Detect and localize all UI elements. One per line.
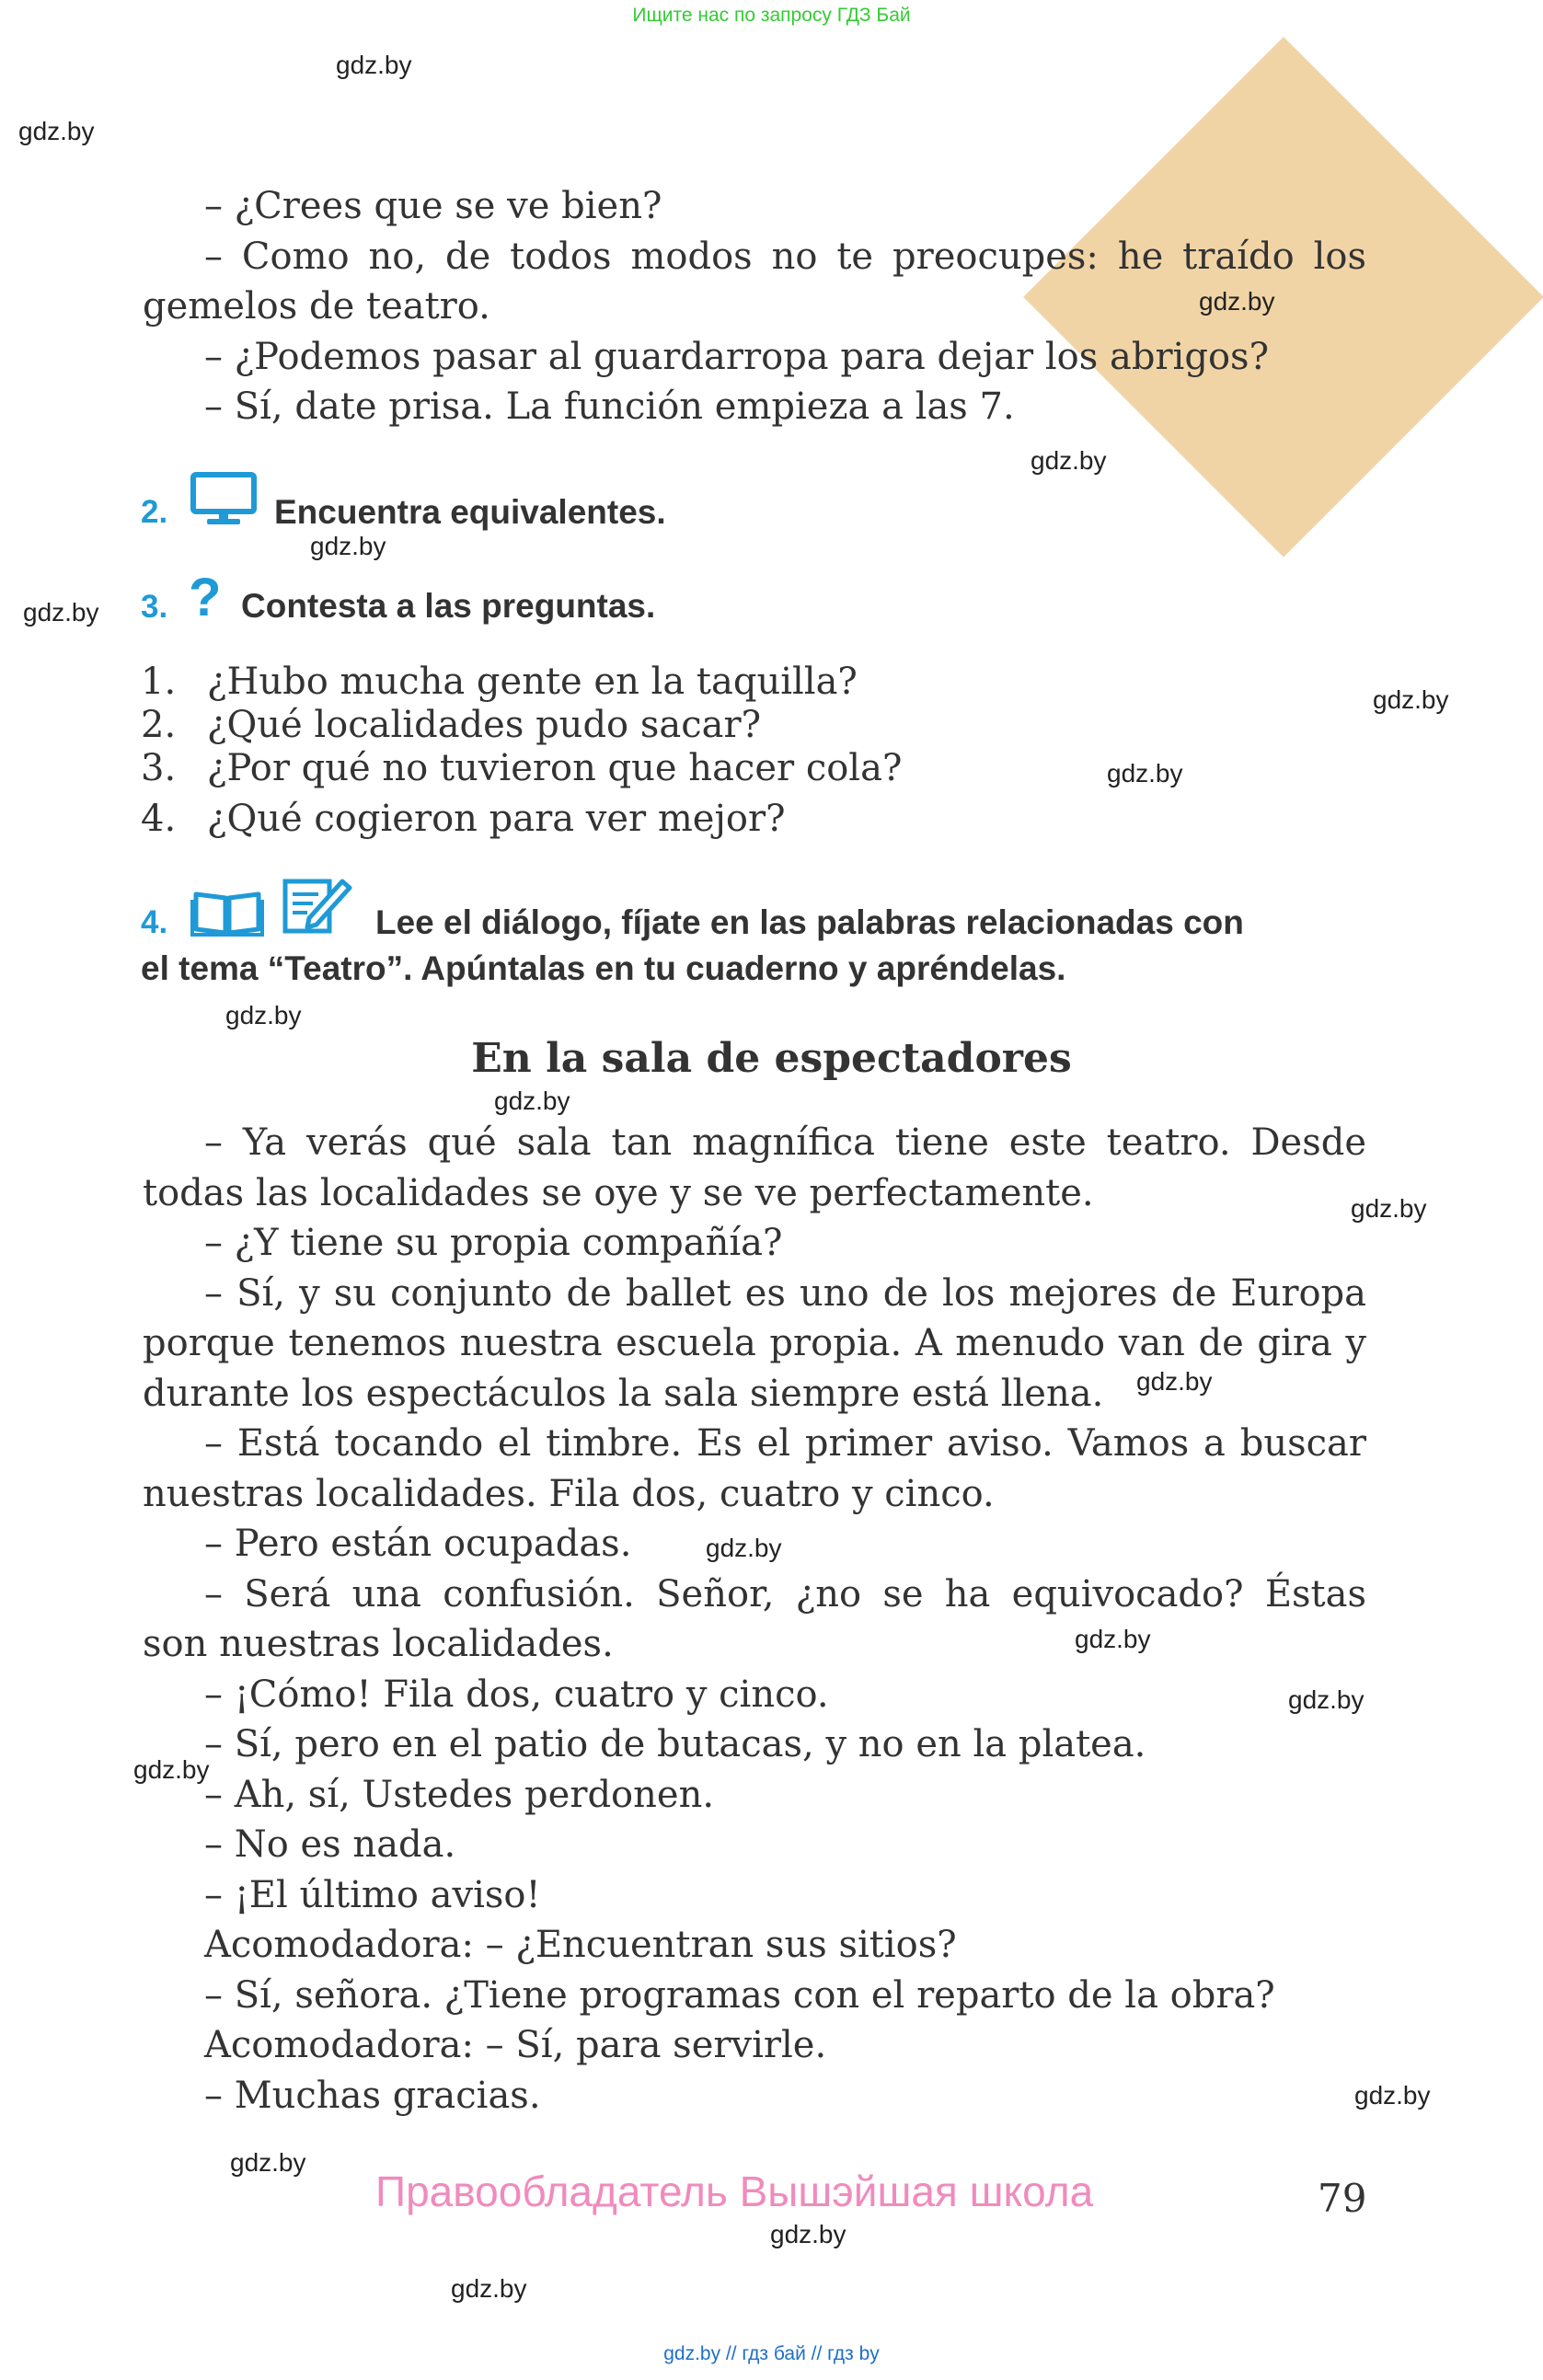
dialog-line: son nuestras localidades. xyxy=(143,1623,614,1665)
watermark: gdz.by xyxy=(1031,446,1107,475)
dialog-line: porque tenemos nuestra escuela propia. A menudo van de gira y xyxy=(143,1322,1366,1364)
page-number: 79 xyxy=(1318,2176,1367,2221)
question-mark-icon: ? xyxy=(189,568,222,627)
watermark: gdz.by xyxy=(1354,2081,1431,2110)
watermark: gdz.by xyxy=(706,1534,782,1562)
dialog-line: – ¡El último aviso! xyxy=(204,1874,541,1916)
watermark: gdz.by xyxy=(494,1087,570,1115)
dialog-line: Acomodadora: – ¿Encuentran sus sitios? xyxy=(204,1924,957,1966)
watermark: gdz.by xyxy=(310,532,386,560)
watermark: gdz.by xyxy=(230,2148,306,2177)
question-text: ¿Qué cogieron para ver mejor? xyxy=(207,798,786,840)
dialog-line: – Ah, sí, Ustedes perdonen. xyxy=(204,1774,715,1816)
watermark: gdz.by xyxy=(1107,759,1183,788)
dialog-line: durante los espectáculos la sala siempre está llena. xyxy=(143,1373,1104,1415)
question-item xyxy=(141,743,902,793)
dialog-line: – Ya verás qué sala tan magnífica tiene este teatro. Desde xyxy=(204,1121,1366,1164)
top-search-hint: Ищите нас по запросу ГДЗ Бай xyxy=(632,5,911,26)
watermark: gdz.by xyxy=(133,1755,210,1784)
dialog-line: Acomodadora: – Sí, para servirle. xyxy=(204,2024,827,2066)
watermark: gdz.by xyxy=(770,2220,846,2248)
question-number: 1. xyxy=(141,661,177,703)
dialog-line: todas las localidades se oye y se ve perfectamente. xyxy=(143,1172,1094,1214)
page-corner-decoration xyxy=(1023,37,1543,558)
exercise-instruction: Encuentra equivalentes. xyxy=(274,493,666,531)
dialog-line: – Será una confusión. Señor, ¿no se ha equivocado? Éstas xyxy=(204,1573,1366,1615)
dialog-line: – Como no, de todos modos no te preocupes: he traído los xyxy=(204,236,1366,278)
dialog-line: – Muchas gracias. xyxy=(204,2075,541,2117)
watermark: gdz.by xyxy=(1199,287,1275,316)
dialog-line: – Sí, y su conjunto de ballet es uno de los mejores de Europa xyxy=(204,1272,1366,1315)
exercise-instruction: el tema “Teatro”. Apúntalas en tu cuaderno y apréndelas. xyxy=(141,949,1066,987)
notebook-pencil-icon xyxy=(282,874,353,935)
watermark: gdz.by xyxy=(18,117,95,145)
question-number: 4. xyxy=(141,798,177,840)
question-item xyxy=(141,794,786,844)
bottom-links[interactable]: gdz.by // гдз бай // гдз by xyxy=(663,2343,880,2364)
dialog-line: nuestras localidades. Fila dos, cuatro y cinco. xyxy=(143,1473,995,1515)
watermark: gdz.by xyxy=(1351,1194,1427,1223)
dialog-line: – ¿Crees que se ve bien? xyxy=(204,185,662,227)
question-number: 2. xyxy=(141,704,177,746)
dialog-line: – Sí, señora. ¿Tiene programas con el reparto de la obra? xyxy=(204,1974,1275,2017)
question-text: ¿Por qué no tuvieron que hacer cola? xyxy=(207,747,903,789)
watermark: gdz.by xyxy=(23,598,99,627)
dialog-line: – ¿Y tiene su propia compañía? xyxy=(204,1222,783,1264)
watermark: gdz.by xyxy=(336,51,412,79)
dialog-line: – Pero están ocupadas. xyxy=(204,1523,632,1565)
dialog-line: – Sí, date prisa. La función empieza a las 7. xyxy=(204,385,1015,428)
exercise-instruction: Lee el diálogo, fíjate en las palabras relacionadas con xyxy=(375,903,1244,941)
watermark: gdz.by xyxy=(451,2274,527,2303)
exercise-number: 4. xyxy=(141,904,168,940)
dialog-line: – No es nada. xyxy=(204,1823,456,1866)
question-text: ¿Hubo mucha gente en la taquilla? xyxy=(207,661,858,703)
exercise-number: 3. xyxy=(141,589,168,625)
question-number: 3. xyxy=(141,747,177,789)
question-item xyxy=(141,700,761,750)
question-text: ¿Qué localidades pudo sacar? xyxy=(207,704,762,746)
watermark: gdz.by xyxy=(1288,1685,1365,1714)
watermark: gdz.by xyxy=(1136,1367,1213,1396)
computer-monitor-icon xyxy=(190,472,257,527)
watermark: gdz.by xyxy=(1373,685,1449,714)
open-book-icon xyxy=(190,885,264,937)
dialog-title: En la sala de espectadores xyxy=(471,1035,1072,1082)
dialog-line: – Sí, pero en el patio de butacas, y no en la platea. xyxy=(204,1723,1146,1765)
question-item xyxy=(141,657,858,707)
watermark: gdz.by xyxy=(1075,1625,1151,1653)
dialog-line: – Está tocando el timbre. Es el primer aviso. Vamos a buscar xyxy=(204,1422,1366,1465)
dialog-line: – ¿Podemos pasar al guardarropa para dejar los abrigos? xyxy=(204,336,1270,378)
copyright-holder: Правообладатель Вышэйшая школа xyxy=(375,2167,1094,2215)
dialog-line: – ¡Cómo! Fila dos, cuatro y cinco. xyxy=(204,1673,829,1716)
exercise-number: 2. xyxy=(141,494,168,530)
exercise-instruction: Contesta a las preguntas. xyxy=(241,587,656,625)
watermark: gdz.by xyxy=(225,1001,302,1029)
dialog-line: gemelos de teatro. xyxy=(143,285,490,328)
